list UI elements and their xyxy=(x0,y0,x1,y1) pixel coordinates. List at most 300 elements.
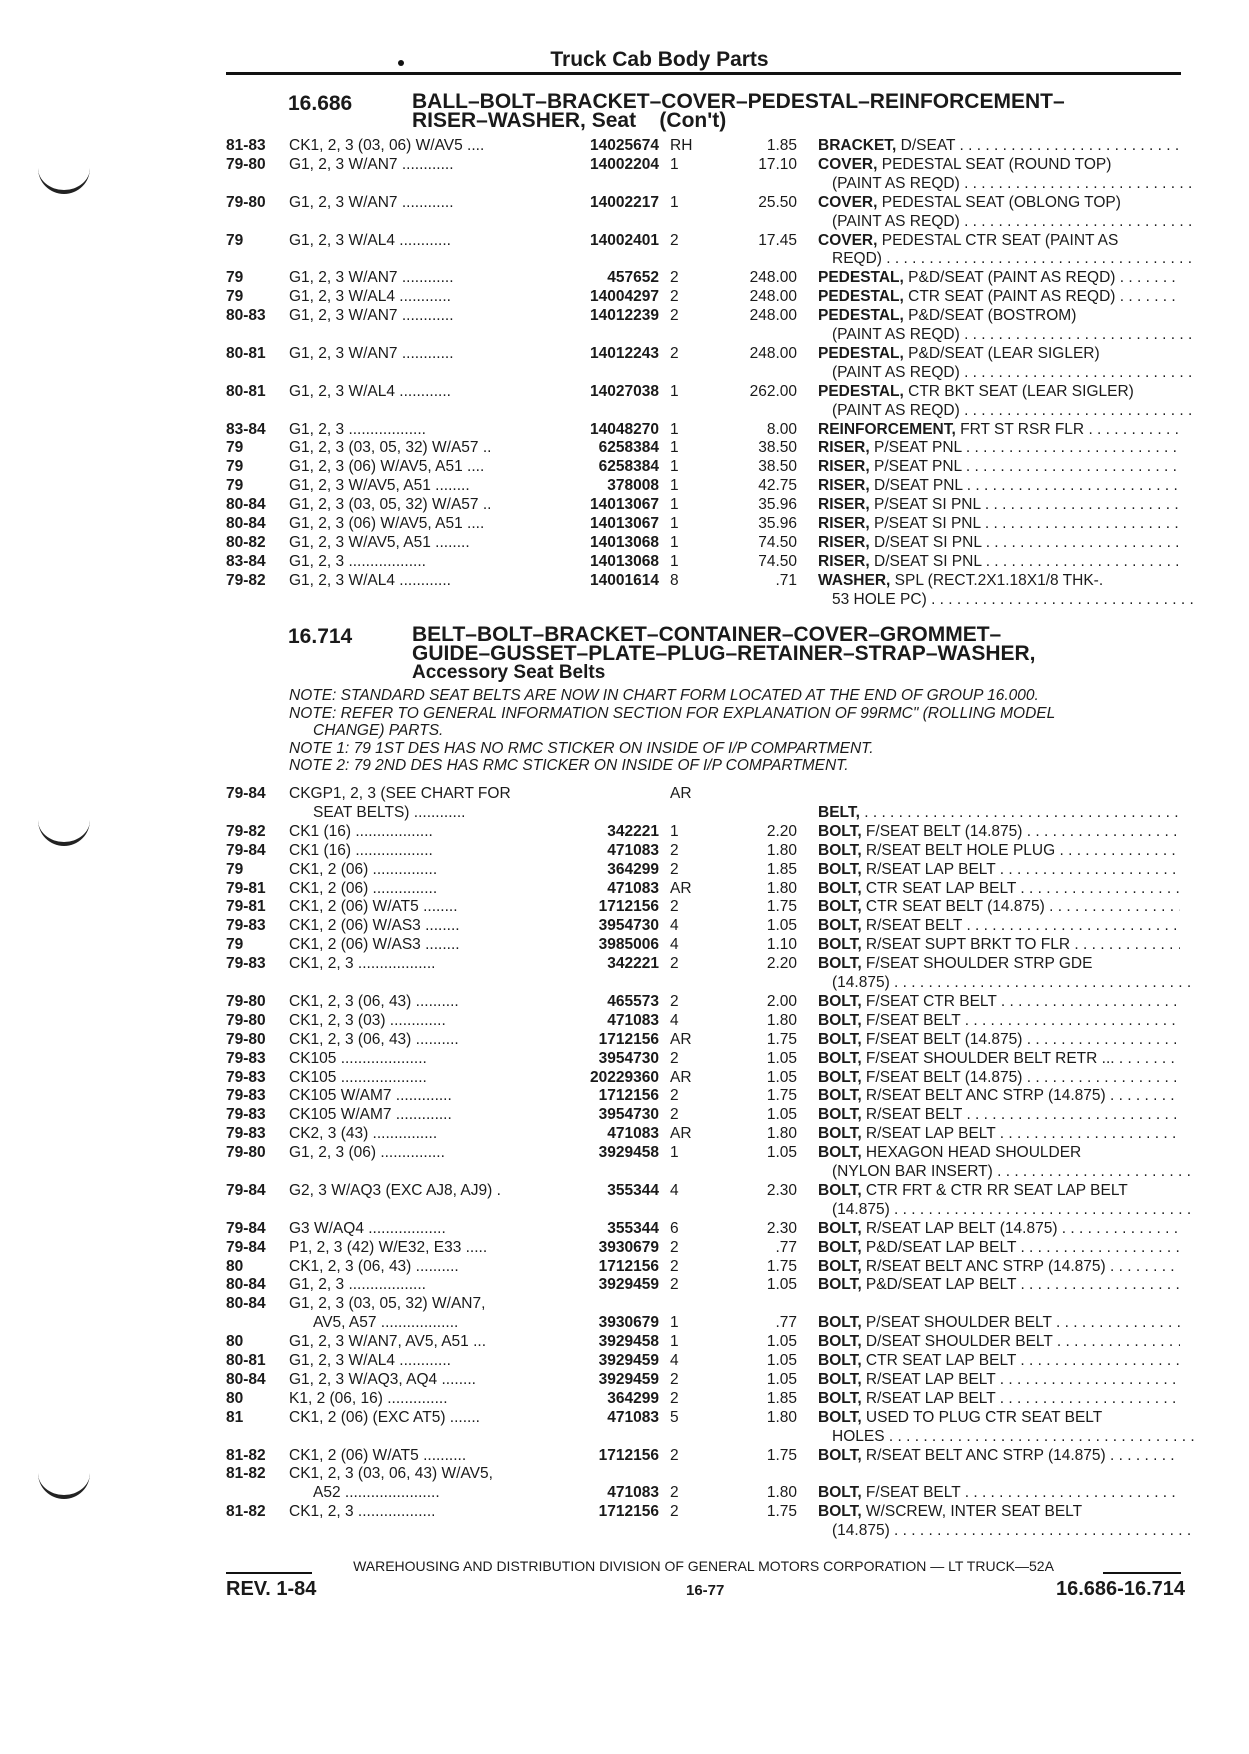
part-number-cell: 342221 xyxy=(607,822,659,840)
item-name: BOLT, xyxy=(818,1446,862,1464)
part-number-cell: 3954730 xyxy=(598,917,659,935)
qty-cell: 2 xyxy=(670,1087,679,1105)
model-cell: G3 W/AQ4 .................. xyxy=(289,1219,446,1237)
item-name: BOLT, xyxy=(818,917,862,935)
qty-cell: 2 xyxy=(670,1484,679,1502)
item-name: BOLT, xyxy=(818,1389,862,1407)
item-name: PEDESTAL, xyxy=(818,269,904,287)
part-number-cell: 1712156 xyxy=(598,898,659,916)
part-number-cell: 6258384 xyxy=(598,439,659,457)
price-cell: 1.85 xyxy=(766,1389,797,1407)
table-row xyxy=(0,936,1249,954)
part-number-cell: 355344 xyxy=(607,1219,659,1237)
table-row-cont xyxy=(0,213,1249,231)
description-text: R/SEAT BELT ANC STRP (14.875) . xyxy=(861,1257,1115,1275)
qty-cell: 1 xyxy=(670,552,679,570)
item-name: BOLT, xyxy=(818,1068,862,1086)
year-cell: 79 xyxy=(226,477,244,495)
model-cell: G1, 2, 3 W/AL4 ............ xyxy=(289,288,451,306)
description-cell xyxy=(818,515,1180,533)
item-name: BOLT, xyxy=(818,1106,862,1124)
table-row-cont xyxy=(0,1314,1249,1332)
section-title-text: RISER–WASHER, Seat xyxy=(412,109,637,132)
year-cell: 80-82 xyxy=(226,533,266,551)
year-cell: 79-81 xyxy=(226,898,266,916)
description-cell xyxy=(818,496,1180,514)
model-cell: G1, 2, 3 .................. xyxy=(289,420,426,438)
table-row-cont xyxy=(0,364,1249,382)
item-name: PEDESTAL, xyxy=(818,307,904,325)
page-number: 16-77 xyxy=(686,1582,725,1599)
description-text: R/SEAT SUPT BRKT TO FLR xyxy=(861,936,1071,954)
year-cell: 80-84 xyxy=(226,1295,266,1313)
model-cell: G1, 2, 3 (03, 05, 32) W/A57 .. xyxy=(289,496,492,514)
description-cell: (14.875) . . . xyxy=(818,974,1194,992)
model-cell: CK1, 2, 3 .................. xyxy=(289,955,436,973)
part-number-cell: 14002217 xyxy=(590,193,659,211)
description-cell xyxy=(818,1182,1180,1200)
qty-cell: 2 xyxy=(670,231,679,249)
qty-cell: 1 xyxy=(670,1314,679,1332)
description-text: P/SEAT PNL xyxy=(869,439,962,457)
part-number-cell: 457652 xyxy=(607,269,659,287)
part-number-cell: 471083 xyxy=(607,1408,659,1426)
model-cell: G1, 2, 3 W/AN7 ............ xyxy=(289,155,454,173)
part-number-cell: 14012243 xyxy=(590,344,659,362)
description-cell xyxy=(818,1125,1180,1143)
model-cell: G1, 2, 3 W/AL4 ............ xyxy=(289,231,451,249)
description-cell xyxy=(818,993,1180,1011)
table-row-cont xyxy=(0,402,1249,420)
qty-cell: 2 xyxy=(670,860,679,878)
item-name: BOLT, xyxy=(818,1087,862,1105)
description-cell xyxy=(818,1106,1180,1124)
description-text: CTR SEAT (PAINT AS REQD) . xyxy=(903,288,1125,306)
part-number-cell: 471083 xyxy=(607,841,659,859)
item-name: BOLT, xyxy=(818,1125,862,1143)
year-cell: 79-81 xyxy=(226,879,266,897)
table-row xyxy=(0,269,1249,287)
price-cell: .77 xyxy=(775,1238,797,1256)
qty-cell: 1 xyxy=(670,822,679,840)
section-title-line: GUIDE–GUSSET–PLATE–PLUG–RETAINER–STRAP–WASHER, xyxy=(412,642,1036,665)
item-name: REINFORCEMENT, xyxy=(818,420,956,438)
price-cell: 1.85 xyxy=(766,860,797,878)
description-cell xyxy=(818,1069,1180,1087)
part-number-cell: 3954730 xyxy=(598,1106,659,1124)
table-row xyxy=(0,232,1249,250)
table-row xyxy=(0,572,1249,590)
item-name: COVER, xyxy=(818,231,878,249)
part-number-cell: 14025674 xyxy=(590,137,659,154)
description-cell xyxy=(818,534,1180,552)
qty-cell: 1 xyxy=(670,420,679,438)
model-cell: CKGP1, 2, 3 (SEE CHART FOR xyxy=(289,785,511,802)
item-name: BOLT, xyxy=(818,1144,862,1162)
table-row xyxy=(0,1050,1249,1068)
model-cell: G1, 2, 3 (06) W/AV5, A51 .... xyxy=(289,458,485,476)
model-cell: CK2, 3 (43) ............... xyxy=(289,1125,438,1143)
item-name: BOLT, xyxy=(818,1370,862,1388)
item-name: PEDESTAL, xyxy=(818,288,904,306)
description-cell xyxy=(818,269,1180,287)
year-cell: 79-83 xyxy=(226,1106,266,1124)
price-cell: 35.96 xyxy=(758,496,797,514)
qty-cell: 1 xyxy=(670,382,679,400)
price-cell: 42.75 xyxy=(758,477,797,495)
description-text: PEDESTAL SEAT (OBLONG TOP) xyxy=(877,193,1121,211)
table-row-cont xyxy=(0,1522,1249,1540)
description-cell xyxy=(818,1333,1180,1351)
description-cell xyxy=(818,194,1180,212)
part-number-cell: 471083 xyxy=(607,1125,659,1143)
description-cell: (14.875) . . . xyxy=(818,1201,1194,1219)
table-row xyxy=(0,1087,1249,1105)
item-name: BOLT, xyxy=(818,1408,862,1426)
qty-cell: AR xyxy=(670,1030,692,1048)
part-number-cell: 14027038 xyxy=(590,382,659,400)
price-cell: 1.05 xyxy=(766,917,797,935)
price-cell: .71 xyxy=(775,571,797,589)
part-number-cell: 1712156 xyxy=(598,1503,659,1521)
description-cell xyxy=(818,288,1180,306)
description-text: P&D/SEAT LAP BELT xyxy=(861,1238,1017,1256)
description-cell: 53 HOLE PC) . . . xyxy=(818,591,1194,609)
description-cell xyxy=(818,1031,1180,1049)
table-row xyxy=(0,880,1249,898)
item-name: BOLT, xyxy=(818,1276,862,1294)
year-cell: 79-82 xyxy=(226,822,266,840)
model-cell: P1, 2, 3 (42) W/E32, E33 ..... xyxy=(289,1238,488,1256)
table-row xyxy=(0,898,1249,916)
qty-cell: 2 xyxy=(670,1503,679,1521)
section-title-line: BELT–BOLT–BRACKET–CONTAINER–COVER–GROMMET– xyxy=(412,623,1002,646)
table-row xyxy=(0,955,1249,973)
description-cell xyxy=(818,1314,1180,1332)
model-cell: G1, 2, 3 W/AQ3, AQ4 ........ xyxy=(289,1370,476,1388)
table-row xyxy=(0,1125,1249,1143)
table-row xyxy=(0,1333,1249,1351)
year-cell: 79-83 xyxy=(226,1125,266,1143)
description-cell: HOLES . . . xyxy=(818,1428,1194,1446)
section-range: 16.686-16.714 xyxy=(1055,1578,1185,1600)
year-cell: 83-84 xyxy=(226,552,266,570)
note-line: NOTE 1: 79 1ST DES HAS NO RMC STICKER ON INSIDE OF I/P COMPARTMENT. xyxy=(289,739,874,757)
description-cell xyxy=(818,421,1180,439)
description-cell xyxy=(818,936,1180,954)
section-title xyxy=(412,92,1065,130)
price-cell: 74.50 xyxy=(758,552,797,570)
qty-cell: 2 xyxy=(670,1276,679,1294)
description-cell xyxy=(818,1276,1180,1294)
item-name: BOLT, xyxy=(818,1257,862,1275)
qty-cell: 1 xyxy=(670,1144,679,1162)
model-cell: CK1 (16) .................. xyxy=(289,822,433,840)
table-row xyxy=(0,345,1249,363)
part-number-cell: 1712156 xyxy=(598,1446,659,1464)
part-number-cell: 14002401 xyxy=(590,231,659,249)
price-cell: 248.00 xyxy=(749,344,797,362)
year-cell: 80 xyxy=(226,1333,244,1351)
description-cell xyxy=(818,477,1180,495)
description-text: F/SEAT CTR BELT xyxy=(861,992,997,1010)
continued-label: (Con't) xyxy=(659,109,727,132)
table-row xyxy=(0,1371,1249,1389)
price-cell: 1.05 xyxy=(766,1144,797,1162)
table-row-cont xyxy=(0,974,1249,992)
description-cell: (PAINT AS REQD) . . . xyxy=(818,213,1194,231)
table-row xyxy=(0,553,1249,571)
table-row xyxy=(0,1295,1249,1313)
description-cell xyxy=(818,553,1180,571)
item-name: BOLT, xyxy=(818,936,862,954)
description-cell xyxy=(818,1239,1180,1257)
price-cell: 1.75 xyxy=(766,1087,797,1105)
price-cell: 1.75 xyxy=(766,1257,797,1275)
price-cell: 1.85 xyxy=(766,137,797,154)
year-cell: 79 xyxy=(226,936,244,954)
description-cell xyxy=(818,1220,1180,1238)
description-cell xyxy=(818,1409,1180,1427)
item-name: RISER, xyxy=(818,515,870,532)
price-cell: 17.10 xyxy=(758,155,797,173)
year-cell: 79-84 xyxy=(226,785,266,802)
qty-cell: 1 xyxy=(670,155,679,173)
description-text: F/SEAT BELT xyxy=(861,1011,961,1029)
description-cell: (PAINT AS REQD) . . . xyxy=(818,364,1194,382)
qty-cell: 4 xyxy=(670,1011,679,1029)
section-title-line: BALL–BOLT–BRACKET–COVER–PEDESTAL–REINFORCEMENT– xyxy=(412,90,1065,113)
model-cell: CK1, 2, 3 .................. xyxy=(289,1503,436,1521)
part-number-cell: 364299 xyxy=(607,1389,659,1407)
qty-cell: 1 xyxy=(670,533,679,551)
qty-cell: 2 xyxy=(670,1238,679,1256)
table-row xyxy=(0,785,1249,803)
description-cell xyxy=(818,804,1180,822)
part-number-cell: 1712156 xyxy=(598,1087,659,1105)
table-row xyxy=(0,842,1249,860)
model-cell: G1, 2, 3 W/AN7, AV5, A51 ... xyxy=(289,1333,487,1351)
model-cell: CK1, 2, 3 (06, 43) .......... xyxy=(289,1257,459,1275)
price-cell: 1.75 xyxy=(766,1446,797,1464)
description-cell xyxy=(818,1484,1180,1502)
table-row xyxy=(0,439,1249,457)
year-cell: 80-83 xyxy=(226,307,266,325)
item-name: RISER, xyxy=(818,458,870,476)
table-row xyxy=(0,515,1249,533)
year-cell: 79 xyxy=(226,269,244,287)
table-row xyxy=(0,458,1249,476)
description-cell xyxy=(818,137,1180,155)
price-cell: 38.50 xyxy=(758,458,797,476)
price-cell: 2.20 xyxy=(766,822,797,840)
item-name: BOLT, xyxy=(818,898,862,916)
table-row xyxy=(0,1409,1249,1427)
description-text: R/SEAT LAP BELT xyxy=(861,1125,996,1143)
part-number-cell: 1712156 xyxy=(598,1030,659,1048)
qty-cell: AR xyxy=(670,1068,692,1086)
item-name: BOLT, xyxy=(818,992,862,1010)
year-cell: 81 xyxy=(226,1408,244,1426)
year-cell: 79-84 xyxy=(226,841,266,859)
price-cell: 74.50 xyxy=(758,533,797,551)
description-cell: (14.875) . . . xyxy=(818,1522,1194,1540)
part-number-cell: 3929458 xyxy=(598,1144,659,1162)
year-cell: 79 xyxy=(226,860,244,878)
qty-cell: 1 xyxy=(670,1333,679,1351)
price-cell: 248.00 xyxy=(749,288,797,306)
model-cell: A52 ...................... xyxy=(313,1484,440,1502)
item-name: BOLT, xyxy=(818,1484,862,1502)
year-cell: 79-83 xyxy=(226,1049,266,1067)
item-name: BOLT, xyxy=(818,1503,862,1521)
part-number-cell: 471083 xyxy=(607,1011,659,1029)
item-name: BOLT, xyxy=(818,1238,862,1256)
description-text: F/SEAT SHOULDER STRP GDE xyxy=(861,955,1093,973)
description-cell xyxy=(818,1012,1180,1030)
part-number-cell: 465573 xyxy=(607,992,659,1010)
item-name: BOLT, xyxy=(818,879,862,897)
model-cell: G1, 2, 3 W/AN7 ............ xyxy=(289,307,454,325)
description-text: P&D/SEAT LAP BELT xyxy=(861,1276,1017,1294)
table-row xyxy=(0,1031,1249,1049)
year-cell: 79-80 xyxy=(226,155,266,173)
description-cell: (PAINT AS REQD) . . . xyxy=(818,326,1194,344)
note-line: CHANGE) PARTS. xyxy=(313,722,444,739)
item-name: BOLT, xyxy=(818,955,862,973)
part-number-cell: 14012239 xyxy=(590,307,659,325)
qty-cell: AR xyxy=(670,879,692,897)
table-row xyxy=(0,1144,1249,1162)
model-cell: CK1, 2 (06) W/AS3 ........ xyxy=(289,936,460,954)
model-cell: CK1, 2, 3 (03) ............. xyxy=(289,1011,446,1029)
table-row xyxy=(0,1465,1249,1483)
price-cell: 1.05 xyxy=(766,1068,797,1086)
year-cell: 79-83 xyxy=(226,955,266,973)
part-number-cell: 1712156 xyxy=(598,1257,659,1275)
price-cell: 248.00 xyxy=(749,307,797,325)
part-number-cell: 3985006 xyxy=(598,936,659,954)
part-number-cell: 14004297 xyxy=(590,288,659,306)
item-name: BRACKET, xyxy=(818,137,897,154)
item-name: BOLT, xyxy=(818,860,862,878)
qty-cell: 4 xyxy=(670,1181,679,1199)
model-cell: G2, 3 W/AQ3 (EXC AJ8, AJ9) . xyxy=(289,1181,501,1199)
part-number-cell: 14001614 xyxy=(590,571,659,589)
item-name: WASHER, xyxy=(818,571,891,589)
description-text: CTR BKT SEAT (LEAR SIGLER) xyxy=(903,382,1134,400)
description-text: P&D/SEAT (LEAR SIGLER) xyxy=(903,344,1100,362)
note-line: NOTE: STANDARD SEAT BELTS ARE NOW IN CHART FORM LOCATED AT THE END OF GROUP 16.000. xyxy=(289,687,1039,704)
price-cell: 1.75 xyxy=(766,898,797,916)
price-cell: 2.30 xyxy=(766,1181,797,1199)
description-text: R/SEAT BELT xyxy=(861,917,963,935)
item-name: RISER, xyxy=(818,533,870,551)
price-cell: 248.00 xyxy=(749,269,797,287)
item-name: BOLT, xyxy=(818,1049,862,1067)
description-cell: (PAINT AS REQD) . . . xyxy=(818,402,1194,420)
model-cell: G1, 2, 3 W/AN7 ............ xyxy=(289,269,454,287)
table-row-cont xyxy=(0,1484,1249,1502)
qty-cell: 2 xyxy=(670,955,679,973)
qty-cell: 1 xyxy=(670,477,679,495)
price-cell: 2.00 xyxy=(766,992,797,1010)
note-line: NOTE 2: 79 2ND DES HAS RMC STICKER ON INSIDE OF I/P COMPARTMENT. xyxy=(289,757,849,774)
table-row xyxy=(0,1182,1249,1200)
table-row xyxy=(0,534,1249,552)
year-cell: 81-83 xyxy=(226,137,266,154)
qty-cell: 2 xyxy=(670,1106,679,1124)
part-number-cell: 355344 xyxy=(607,1181,659,1199)
description-cell xyxy=(818,1352,1180,1370)
model-cell: CK105 .................... xyxy=(289,1068,427,1086)
item-name: BOLT, xyxy=(818,1181,862,1199)
table-row-cont xyxy=(0,175,1249,193)
model-cell: CK1, 2, 3 (06, 43) .......... xyxy=(289,992,459,1010)
table-row xyxy=(0,1276,1249,1294)
part-number-cell: 6258384 xyxy=(598,458,659,476)
table-row-cont xyxy=(0,250,1249,268)
price-cell: 1.05 xyxy=(766,1333,797,1351)
year-cell: 80 xyxy=(226,1257,244,1275)
qty-cell: 1 xyxy=(670,458,679,476)
description-text: USED TO PLUG CTR SEAT BELT xyxy=(861,1408,1103,1426)
description-text: F/SEAT BELT xyxy=(861,1484,961,1502)
description-cell xyxy=(818,458,1180,476)
table-row xyxy=(0,1069,1249,1087)
model-cell: G1, 2, 3 W/AV5, A51 ........ xyxy=(289,477,470,495)
item-name: BOLT, xyxy=(818,1352,862,1369)
part-number-cell: 3929459 xyxy=(598,1370,659,1388)
year-cell: 79-82 xyxy=(226,571,266,589)
table-row xyxy=(0,383,1249,401)
model-cell: G1, 2, 3 W/AL4 ............ xyxy=(289,382,451,400)
item-name: RISER, xyxy=(818,477,870,495)
price-cell: 1.05 xyxy=(766,1106,797,1124)
header-rule xyxy=(226,72,1181,75)
description-text: P/SEAT SI PNL xyxy=(869,515,981,532)
model-cell: G1, 2, 3 .................. xyxy=(289,552,426,570)
description-cell xyxy=(818,861,1180,879)
description-cell xyxy=(818,1390,1180,1408)
table-row-cont xyxy=(0,1201,1249,1219)
description-text: D/SEAT PNL xyxy=(869,477,963,495)
year-cell: 80-81 xyxy=(226,1352,266,1369)
description-text: R/SEAT LAP BELT xyxy=(861,860,996,878)
item-name: PEDESTAL, xyxy=(818,382,904,400)
price-cell: 17.45 xyxy=(758,231,797,249)
description-text: R/SEAT LAP BELT xyxy=(861,1389,996,1407)
year-cell: 80-84 xyxy=(226,515,266,532)
price-cell: 1.05 xyxy=(766,1370,797,1388)
year-cell: 79-84 xyxy=(226,1181,266,1199)
model-cell: G1, 2, 3 W/AL4 ............ xyxy=(289,1352,451,1369)
qty-cell: 2 xyxy=(670,269,679,287)
description-cell: REQD) . . . xyxy=(818,250,1194,268)
item-name: COVER, xyxy=(818,155,878,173)
part-number-cell: 14013068 xyxy=(590,533,659,551)
qty-cell: 4 xyxy=(670,1352,679,1369)
price-cell: 1.75 xyxy=(766,1030,797,1048)
qty-cell: 2 xyxy=(670,1389,679,1407)
table-row-cont xyxy=(0,326,1249,344)
year-cell: 80-81 xyxy=(226,382,266,400)
description-text: R/SEAT BELT ANC STRP (14.875) . xyxy=(861,1087,1115,1105)
table-row xyxy=(0,1447,1249,1465)
table-row xyxy=(0,421,1249,439)
description-text: CTR FRT & CTR RR SEAT LAP BELT xyxy=(861,1181,1128,1199)
price-cell: 1.80 xyxy=(766,1125,797,1143)
